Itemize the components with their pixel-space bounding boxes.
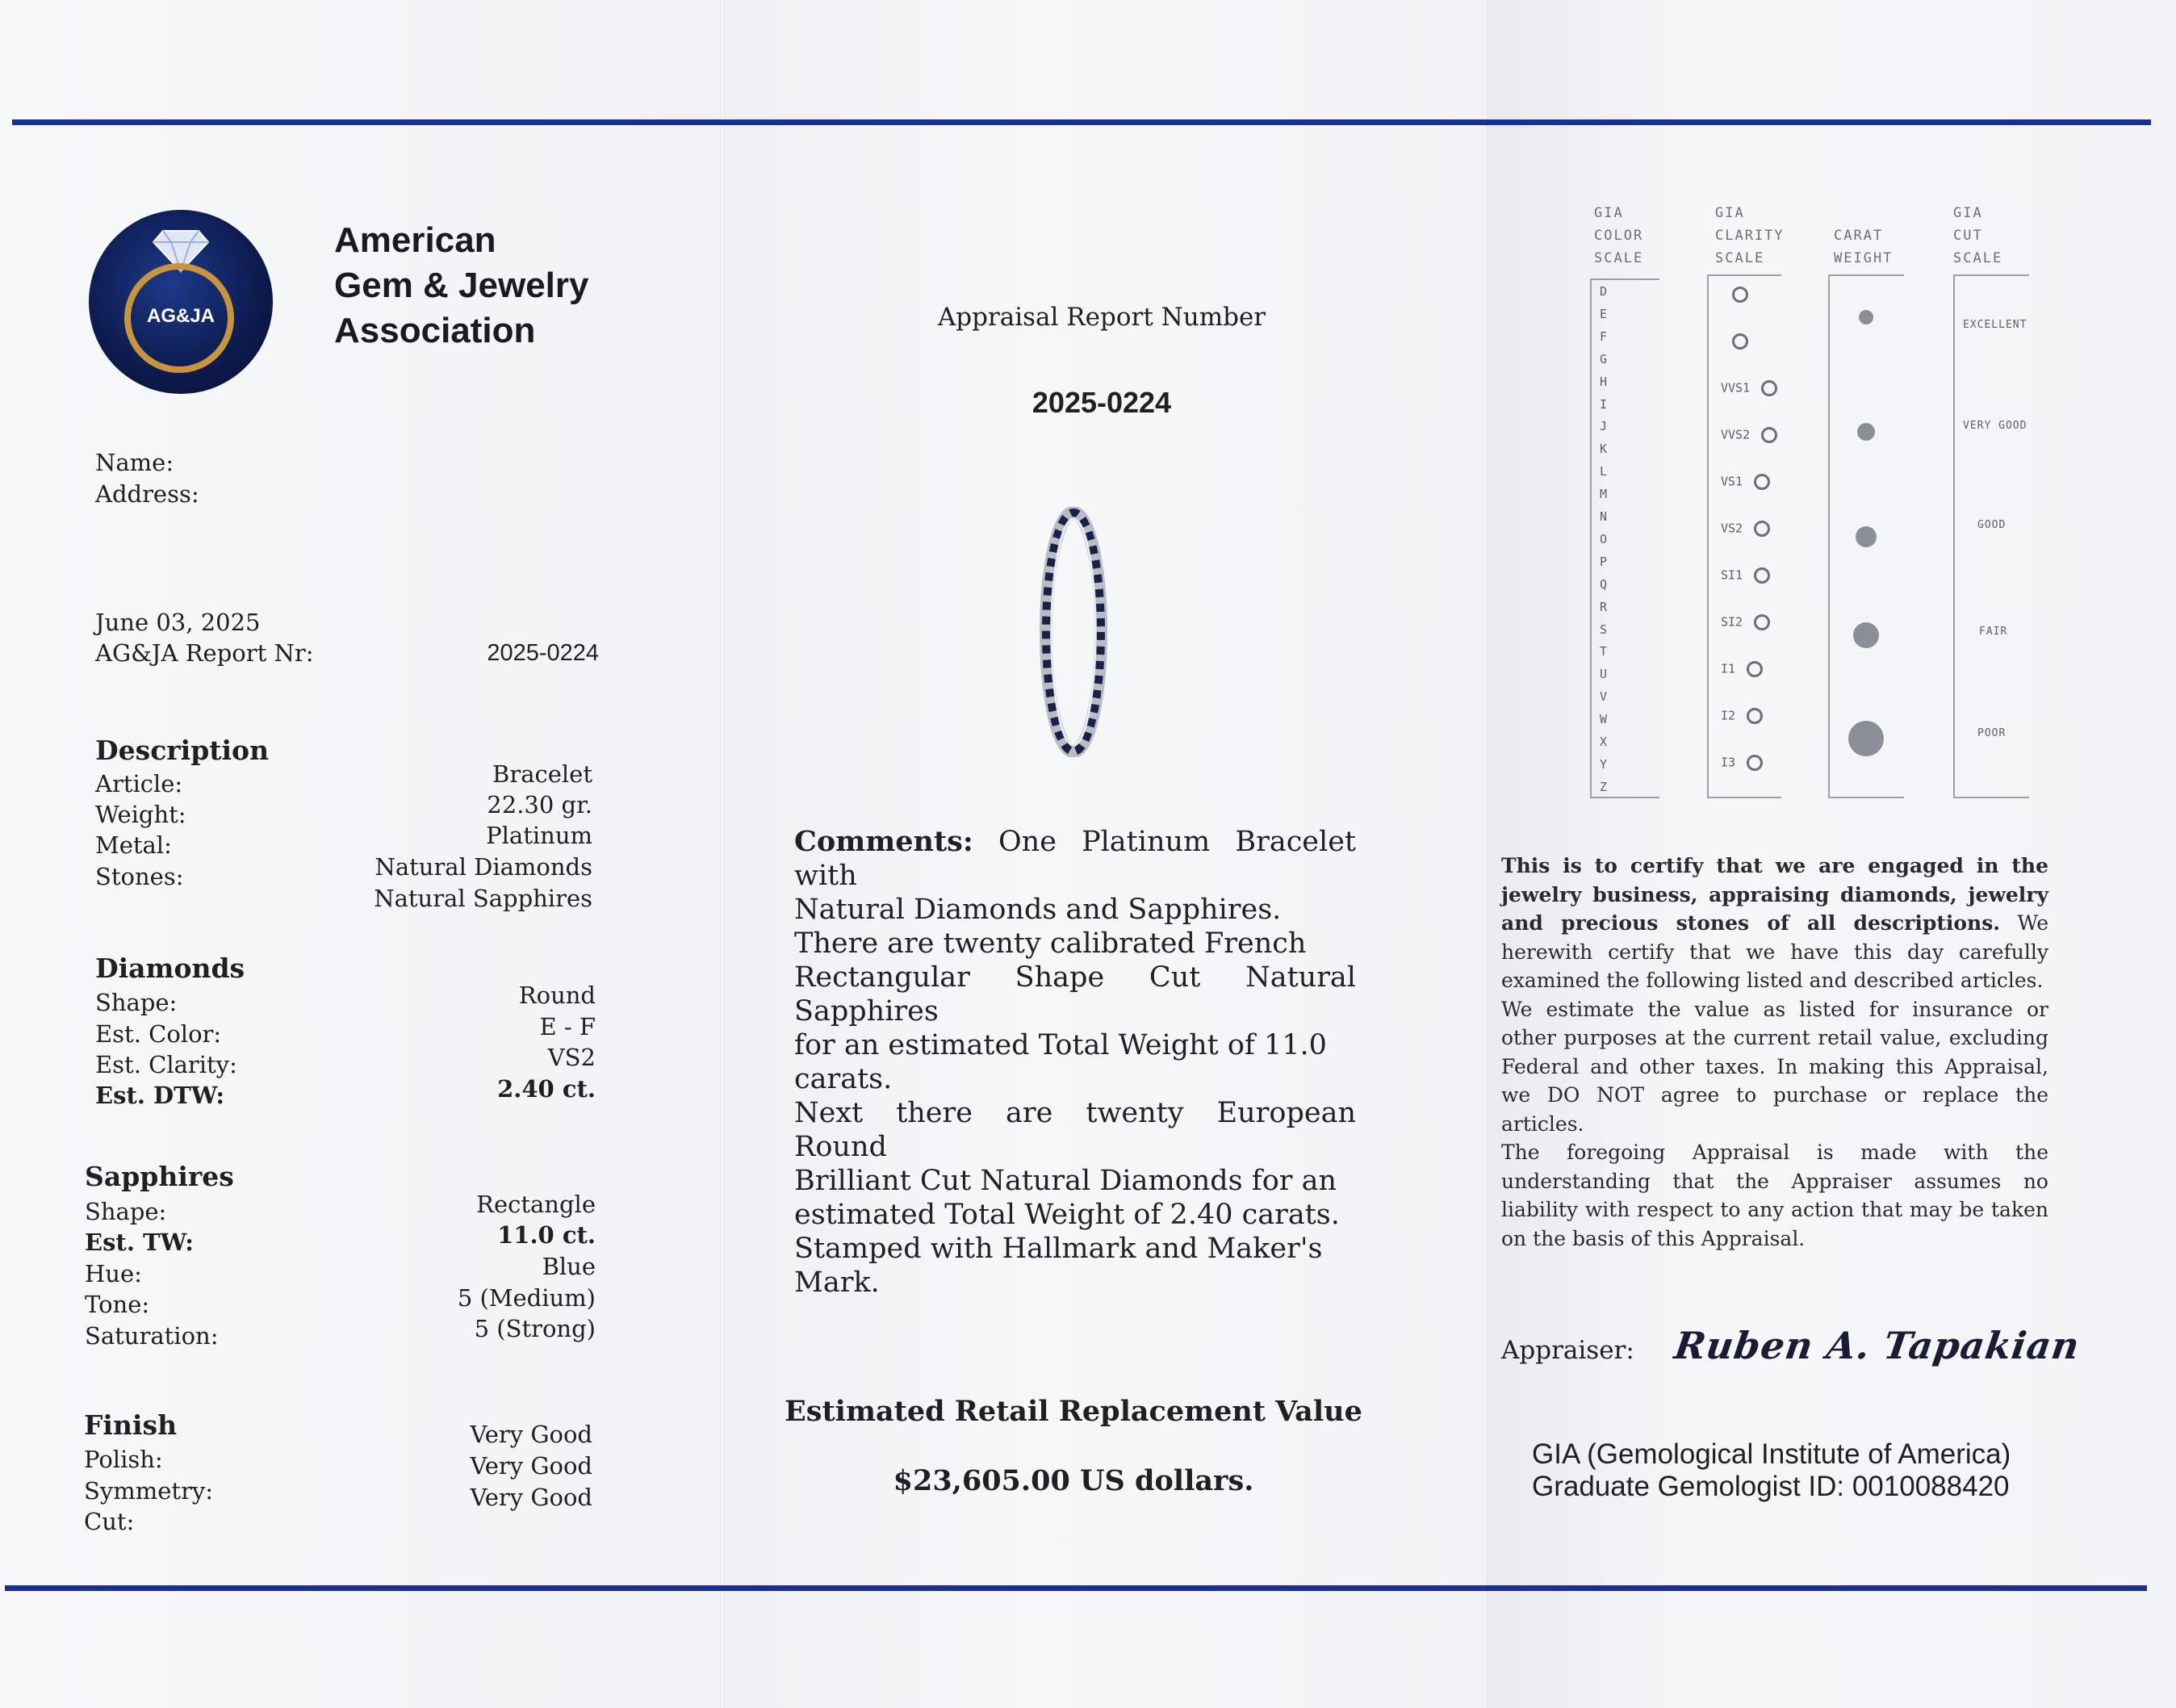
scale-head-line: GIA — [1594, 205, 1624, 221]
gem-outline-icon — [1747, 661, 1763, 677]
comment-line: carats. — [794, 1063, 893, 1095]
certification-text — [1501, 852, 2048, 1253]
field-value: 11.0 ct. — [497, 1221, 596, 1249]
field-label: Metal: — [95, 831, 172, 859]
scale-head-line: GIA — [1715, 205, 1745, 221]
field-label: Polish: — [84, 1446, 163, 1473]
clarity-grade-label: SI1 — [1721, 567, 1743, 583]
field-label: Shape: — [95, 989, 178, 1016]
gia-scales-chart — [1574, 198, 2034, 803]
clarity-grade — [1721, 708, 1763, 724]
clarity-grade — [1721, 567, 1770, 584]
association-name — [334, 218, 589, 354]
comment-line: Brilliant Cut Natural Diamonds for an — [794, 1165, 1337, 1197]
color-grade: N — [1600, 509, 1608, 524]
color-grade: M — [1600, 487, 1608, 502]
field-value: 22.30 gr. — [487, 791, 592, 818]
scale-head-line: GIA — [1953, 205, 1983, 221]
carat-weight-heading — [1834, 224, 1893, 270]
brand-line: American — [334, 220, 496, 260]
sapphires-heading: Sapphires — [85, 1161, 234, 1192]
logo-text: AG&JA — [146, 305, 215, 327]
field-value: 5 (Medium) — [457, 1284, 596, 1312]
field-value: Natural Sapphires — [374, 885, 592, 912]
color-grade: R — [1600, 599, 1608, 614]
comment-line: One Platinum Bracelet with — [794, 826, 1356, 892]
cut-grade: EXCELLENT — [1963, 319, 2027, 331]
fold-line — [720, 0, 725, 1708]
field-label: Est. Color: — [95, 1020, 222, 1048]
certification-paragraph: We herewith certify that we have this day carefully examined the following listed and described articles. — [1501, 911, 2048, 992]
finish-heading: Finish — [84, 1409, 178, 1441]
scale-head-line: CLARITY — [1715, 228, 1785, 244]
clarity-grade — [1721, 755, 1763, 771]
color-grade: S — [1600, 622, 1608, 637]
field-label: Article: — [95, 770, 183, 797]
field-value: Very Good — [470, 1484, 592, 1511]
scale-head-line: COLOR — [1594, 228, 1644, 244]
cut-grade: FAIR — [1979, 626, 2008, 638]
clarity-grade-label: I3 — [1721, 755, 1736, 770]
scale-head-line: SCALE — [1594, 250, 1644, 266]
color-grade: V — [1600, 689, 1608, 705]
color-grade: D — [1600, 284, 1608, 299]
color-grade: P — [1600, 554, 1608, 569]
clarity-grade — [1721, 380, 1777, 396]
clarity-grade — [1721, 427, 1777, 443]
field-label: Weight: — [95, 801, 186, 828]
clarity-grade-label: VVS2 — [1721, 427, 1751, 442]
bracelet-image — [1025, 507, 1122, 757]
field-value: Very Good — [470, 1452, 592, 1480]
diamonds-heading: Diamonds — [95, 952, 245, 984]
report-date: June 03, 2025 — [95, 609, 261, 636]
color-grade: I — [1600, 396, 1608, 412]
field-value: Round — [518, 982, 596, 1009]
comment-line: Next there are twenty European Round — [794, 1097, 1356, 1163]
field-label: Est. DTW: — [95, 1082, 225, 1109]
value-label: Estimated Retail Replacement Value — [785, 1395, 1362, 1428]
field-value: Natural Diamonds — [375, 853, 592, 881]
field-label: Stones: — [95, 863, 184, 890]
fold-line — [1483, 0, 1488, 1708]
color-grade: Y — [1600, 756, 1608, 772]
color-grade: F — [1600, 329, 1608, 344]
color-grade: H — [1600, 374, 1608, 389]
certification-paragraph: The foregoing Appraisal is made with the understanding that the Appraiser assumes no liability with respect to any action that may be taken on the basis of this Appraisal. — [1501, 1141, 2048, 1250]
field-label: Tone: — [85, 1291, 150, 1318]
report-number-label: Appraisal Report Number — [937, 303, 1266, 332]
brand-line: Association — [334, 311, 536, 350]
appraiser-label: Appraiser: — [1501, 1336, 1634, 1365]
comment-line: Natural Diamonds and Sapphires. — [794, 894, 1282, 926]
gem-outline-icon — [1747, 708, 1763, 724]
credential-line: GIA (Gemological Institute of America) — [1532, 1438, 2011, 1470]
field-value: E - F — [539, 1013, 596, 1040]
field-value: Blue — [542, 1253, 596, 1280]
field-label: Saturation: — [85, 1322, 219, 1350]
scale-head-line: WEIGHT — [1834, 250, 1894, 266]
report-nr-label: AG&JA Report Nr: — [95, 639, 314, 667]
color-grade: W — [1600, 712, 1608, 727]
description-heading: Description — [95, 735, 270, 766]
comment-line: There are twenty calibrated French — [794, 927, 1307, 960]
credential-line: Graduate Gemologist ID: 0010088420 — [1532, 1471, 2010, 1502]
clarity-grade — [1721, 333, 1748, 350]
color-grade: E — [1600, 306, 1608, 321]
gem-outline-icon — [1754, 614, 1770, 630]
field-value: 2.40 ct. — [497, 1075, 596, 1103]
comment-line: Stamped with Hallmark and Maker's — [794, 1233, 1323, 1265]
certification-statement: This is to certify that we are engaged in the jewelry business, appraising diamonds, jewelry and precious stones of all descriptions. — [1501, 854, 2048, 935]
appraiser-credentials — [1532, 1438, 2011, 1503]
certification-paragraph: We estimate the value as listed for insurance or other purposes at the current retail value, excluding Federal and other taxes. In making this Appraisal, we DO NOT agree to purchase or replace the articles. — [1501, 997, 2048, 1136]
report-nr-value: 2025-0224 — [487, 640, 599, 666]
comment-line: for an estimated Total Weight of 11.0 — [794, 1029, 1327, 1061]
clarity-grade-label: SI2 — [1721, 614, 1743, 630]
gem-outline-icon — [1732, 333, 1748, 350]
brand-line: Gem & Jewelry — [334, 266, 589, 305]
color-scale-heading — [1594, 202, 1643, 270]
clarity-grade — [1721, 474, 1770, 490]
report-number: 2025-0224 — [1032, 386, 1172, 419]
gem-outline-icon — [1732, 287, 1748, 303]
comments-block — [794, 825, 1356, 1300]
color-grade: G — [1600, 351, 1608, 366]
comment-line: Mark. — [794, 1266, 880, 1299]
gem-outline-icon — [1761, 427, 1777, 443]
scale-head-line: CARAT — [1834, 228, 1884, 244]
field-label: Est. TW: — [85, 1229, 194, 1256]
gem-outline-icon — [1754, 474, 1770, 490]
field-label: Symmetry: — [84, 1477, 214, 1505]
top-rule — [12, 119, 2151, 125]
clarity-grade-label: VS1 — [1721, 474, 1743, 489]
bottom-rule — [5, 1585, 2147, 1591]
clarity-grade — [1721, 661, 1763, 677]
comment-line: Rectangular Shape Cut Natural Sapphires — [794, 961, 1356, 1028]
appraiser-signature: Ruben A. Tapakian — [1672, 1324, 2083, 1367]
scale-head-line: SCALE — [1953, 250, 2003, 266]
field-value: Rectangle — [476, 1191, 596, 1218]
gem-outline-icon — [1754, 567, 1770, 584]
field-label: Shape: — [85, 1198, 167, 1225]
color-grade: Q — [1600, 576, 1608, 592]
field-label: Hue: — [85, 1260, 142, 1287]
color-grade: K — [1600, 442, 1608, 457]
color-grade: X — [1600, 735, 1608, 749]
cut-scale-column — [1953, 274, 2029, 798]
field-value: 5 (Strong) — [474, 1315, 596, 1342]
clarity-grade-label: I2 — [1721, 708, 1736, 723]
comment-line: estimated Total Weight of 2.40 carats. — [794, 1199, 1340, 1231]
field-label: Cut: — [84, 1508, 135, 1535]
cut-grade: VERY GOOD — [1963, 420, 2027, 432]
gem-outline-icon — [1754, 521, 1770, 537]
color-grade: U — [1600, 667, 1608, 682]
field-value: Bracelet — [492, 760, 592, 788]
comments-label: Comments: — [794, 825, 973, 858]
color-grade: L — [1600, 464, 1608, 479]
cut-scale-heading — [1953, 202, 2002, 270]
clarity-grade — [1721, 521, 1770, 537]
clarity-grade — [1721, 614, 1770, 630]
carat-diamonds-icon — [1844, 303, 1893, 803]
color-grade: T — [1600, 644, 1608, 659]
value-amount: $23,605.00 US dollars. — [893, 1464, 1254, 1497]
scale-head-line: CUT — [1953, 228, 1983, 244]
color-grade: J — [1600, 419, 1608, 434]
cut-grade: GOOD — [1977, 519, 2007, 531]
cut-grade: POOR — [1977, 727, 2007, 739]
address-label: Address: — [95, 480, 199, 508]
clarity-grade-label: VVS1 — [1721, 380, 1751, 396]
name-label: Name: — [95, 449, 174, 476]
scale-head-line: SCALE — [1715, 250, 1765, 266]
association-logo — [89, 210, 273, 394]
clarity-scale-heading — [1715, 202, 1785, 270]
gem-outline-icon — [1761, 380, 1777, 396]
gem-outline-icon — [1747, 755, 1763, 771]
field-label: Est. Clarity: — [95, 1051, 237, 1078]
color-grade: Z — [1600, 779, 1608, 794]
clarity-grade-label: VS2 — [1721, 521, 1743, 536]
clarity-grade-label: I1 — [1721, 661, 1736, 676]
color-grade: O — [1600, 531, 1608, 546]
field-value: Platinum — [486, 822, 592, 849]
field-value: Very Good — [470, 1421, 592, 1448]
clarity-grade — [1721, 287, 1748, 303]
field-value: VS2 — [547, 1044, 596, 1071]
